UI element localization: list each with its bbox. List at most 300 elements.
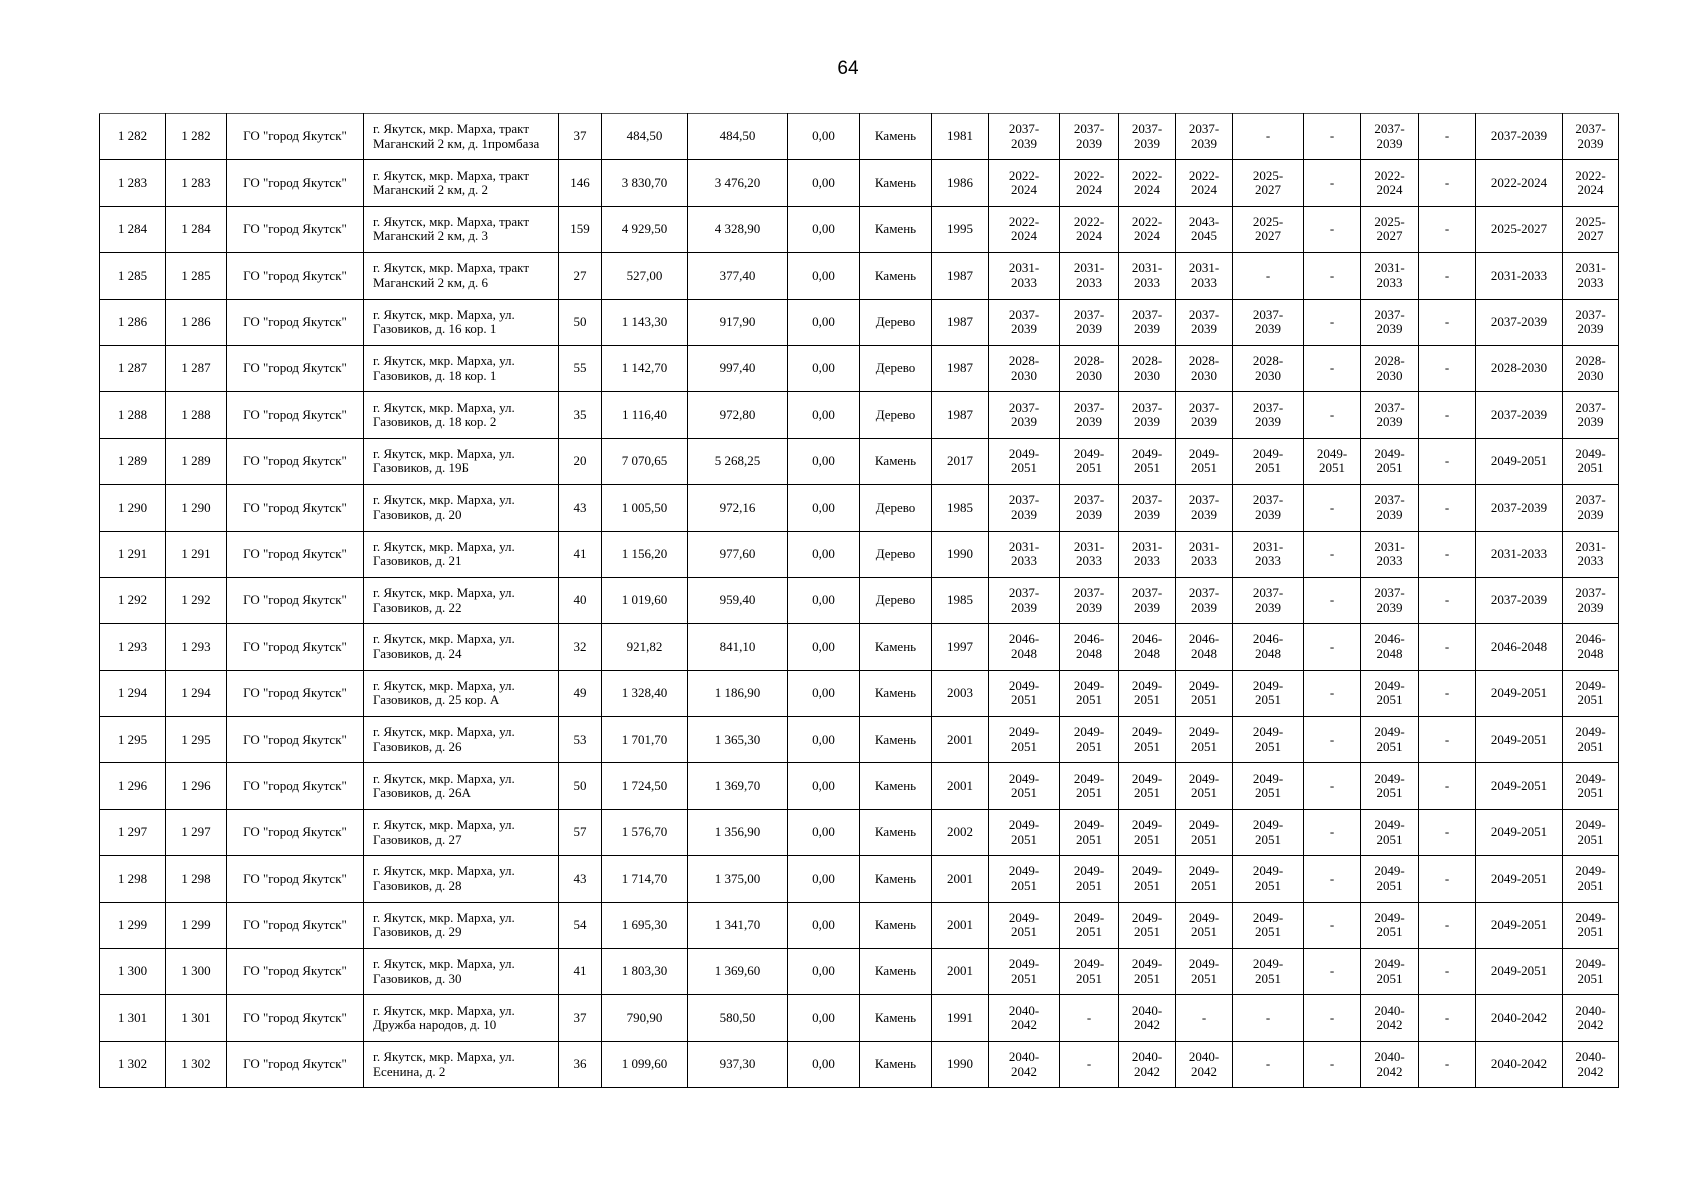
period-9-cell: 2037-2039 <box>1476 392 1563 438</box>
period-1-cell: 2049- 2051 <box>989 902 1060 948</box>
period-7-cell: 2049- 2051 <box>1361 717 1419 763</box>
registry-number-cell: 1 283 <box>166 160 227 206</box>
wall-material-cell: Камень <box>860 438 932 484</box>
municipality-cell: ГО "город Якутск" <box>227 392 364 438</box>
year-built-cell: 2001 <box>932 856 989 902</box>
housing-repair-schedule-table <box>99 113 1619 1088</box>
period-2-cell: 2037- 2039 <box>1060 114 1119 160</box>
wall-material-cell: Камень <box>860 114 932 160</box>
residential-area-cell: 1 369,60 <box>688 949 788 995</box>
period-5-cell: 2049- 2051 <box>1233 763 1304 809</box>
table-row <box>100 902 1619 948</box>
period-7-cell: 2049- 2051 <box>1361 902 1419 948</box>
residential-area-cell: 997,40 <box>688 345 788 391</box>
period-9-cell: 2046-2048 <box>1476 624 1563 670</box>
total-area-cell: 1 724,50 <box>602 763 688 809</box>
period-3-cell: 2031- 2033 <box>1119 253 1176 299</box>
period-2-cell: 2028- 2030 <box>1060 345 1119 391</box>
period-4-cell: 2022- 2024 <box>1176 160 1233 206</box>
period-5-cell: - <box>1233 253 1304 299</box>
registry-number-cell: 1 284 <box>166 206 227 252</box>
total-area-cell: 1 156,20 <box>602 531 688 577</box>
period-6-cell: - <box>1304 345 1361 391</box>
period-6-cell: - <box>1304 531 1361 577</box>
period-10-cell: 2040- 2042 <box>1563 995 1619 1041</box>
wall-material-cell: Дерево <box>860 392 932 438</box>
period-7-cell: 2022- 2024 <box>1361 160 1419 206</box>
residents-cell: 35 <box>559 392 602 438</box>
period-6-cell: - <box>1304 577 1361 623</box>
period-9-cell: 2049-2051 <box>1476 856 1563 902</box>
residential-area-cell: 1 369,70 <box>688 763 788 809</box>
period-10-cell: 2049- 2051 <box>1563 809 1619 855</box>
period-6-cell: - <box>1304 809 1361 855</box>
period-4-cell: 2049- 2051 <box>1176 438 1233 484</box>
residents-cell: 41 <box>559 531 602 577</box>
address-cell: г. Якутск, мкр. Марха, ул. Газовиков, д. 26А <box>364 763 559 809</box>
period-6-cell: - <box>1304 995 1361 1041</box>
period-4-cell: 2049- 2051 <box>1176 763 1233 809</box>
municipality-cell: ГО "город Якутск" <box>227 531 364 577</box>
municipality-cell: ГО "город Якутск" <box>227 253 364 299</box>
wall-material-cell: Камень <box>860 624 932 670</box>
period-1-cell: 2049- 2051 <box>989 717 1060 763</box>
period-3-cell: 2049- 2051 <box>1119 717 1176 763</box>
period-8-cell: - <box>1419 995 1476 1041</box>
period-8-cell: - <box>1419 114 1476 160</box>
period-3-cell: 2037- 2039 <box>1119 299 1176 345</box>
nonresidential-area-cell: 0,00 <box>788 206 860 252</box>
period-6-cell: - <box>1304 763 1361 809</box>
period-7-cell: 2037- 2039 <box>1361 577 1419 623</box>
period-1-cell: 2049- 2051 <box>989 670 1060 716</box>
period-2-cell: 2049- 2051 <box>1060 902 1119 948</box>
period-2-cell: 2049- 2051 <box>1060 856 1119 902</box>
residential-area-cell: 3 476,20 <box>688 160 788 206</box>
period-5-cell: 2049- 2051 <box>1233 949 1304 995</box>
period-2-cell: 2022- 2024 <box>1060 206 1119 252</box>
period-4-cell: - <box>1176 995 1233 1041</box>
period-10-cell: 2037- 2039 <box>1563 485 1619 531</box>
period-4-cell: 2049- 2051 <box>1176 717 1233 763</box>
period-6-cell: - <box>1304 856 1361 902</box>
year-built-cell: 1990 <box>932 1041 989 1087</box>
address-cell: г. Якутск, мкр. Марха, тракт Маганский 2 км, д. 1промбаза <box>364 114 559 160</box>
period-7-cell: 2031- 2033 <box>1361 253 1419 299</box>
municipality-cell: ГО "город Якутск" <box>227 577 364 623</box>
period-10-cell: 2049- 2051 <box>1563 670 1619 716</box>
period-2-cell: 2037- 2039 <box>1060 392 1119 438</box>
period-9-cell: 2037-2039 <box>1476 485 1563 531</box>
row-number-cell: 1 283 <box>100 160 166 206</box>
registry-number-cell: 1 289 <box>166 438 227 484</box>
municipality-cell: ГО "город Якутск" <box>227 438 364 484</box>
year-built-cell: 2001 <box>932 949 989 995</box>
registry-number-cell: 1 288 <box>166 392 227 438</box>
residential-area-cell: 484,50 <box>688 114 788 160</box>
period-7-cell: 2037- 2039 <box>1361 114 1419 160</box>
registry-number-cell: 1 294 <box>166 670 227 716</box>
period-10-cell: 2049- 2051 <box>1563 763 1619 809</box>
municipality-cell: ГО "город Якутск" <box>227 856 364 902</box>
period-10-cell: 2049- 2051 <box>1563 949 1619 995</box>
address-cell: г. Якутск, мкр. Марха, ул. Газовиков, д. 24 <box>364 624 559 670</box>
address-cell: г. Якутск, мкр. Марха, ул. Газовиков, д. 19Б <box>364 438 559 484</box>
year-built-cell: 1981 <box>932 114 989 160</box>
period-8-cell: - <box>1419 763 1476 809</box>
address-cell: г. Якутск, мкр. Марха, ул. Газовиков, д. 21 <box>364 531 559 577</box>
period-6-cell: - <box>1304 717 1361 763</box>
row-number-cell: 1 282 <box>100 114 166 160</box>
address-cell: г. Якутск, мкр. Марха, тракт Маганский 2 км, д. 6 <box>364 253 559 299</box>
municipality-cell: ГО "город Якутск" <box>227 206 364 252</box>
period-10-cell: 2028- 2030 <box>1563 345 1619 391</box>
table-row <box>100 299 1619 345</box>
row-number-cell: 1 293 <box>100 624 166 670</box>
period-5-cell: - <box>1233 995 1304 1041</box>
wall-material-cell: Камень <box>860 670 932 716</box>
period-9-cell: 2037-2039 <box>1476 114 1563 160</box>
period-4-cell: 2031- 2033 <box>1176 253 1233 299</box>
period-1-cell: 2037- 2039 <box>989 299 1060 345</box>
municipality-cell: ГО "город Якутск" <box>227 485 364 531</box>
period-2-cell: 2031- 2033 <box>1060 253 1119 299</box>
period-2-cell: 2049- 2051 <box>1060 809 1119 855</box>
period-10-cell: 2025- 2027 <box>1563 206 1619 252</box>
residential-area-cell: 1 375,00 <box>688 856 788 902</box>
period-9-cell: 2031-2033 <box>1476 531 1563 577</box>
total-area-cell: 1 005,50 <box>602 485 688 531</box>
total-area-cell: 1 803,30 <box>602 949 688 995</box>
address-cell: г. Якутск, мкр. Марха, ул. Газовиков, д. 16 кор. 1 <box>364 299 559 345</box>
row-number-cell: 1 297 <box>100 809 166 855</box>
period-8-cell: - <box>1419 345 1476 391</box>
residential-area-cell: 377,40 <box>688 253 788 299</box>
period-7-cell: 2037- 2039 <box>1361 485 1419 531</box>
row-number-cell: 1 284 <box>100 206 166 252</box>
residents-cell: 20 <box>559 438 602 484</box>
address-cell: г. Якутск, мкр. Марха, ул. Газовиков, д. 26 <box>364 717 559 763</box>
period-7-cell: 2040- 2042 <box>1361 995 1419 1041</box>
year-built-cell: 1987 <box>932 345 989 391</box>
period-4-cell: 2046- 2048 <box>1176 624 1233 670</box>
period-8-cell: - <box>1419 299 1476 345</box>
municipality-cell: ГО "город Якутск" <box>227 160 364 206</box>
period-8-cell: - <box>1419 485 1476 531</box>
period-1-cell: 2046- 2048 <box>989 624 1060 670</box>
registry-number-cell: 1 293 <box>166 624 227 670</box>
period-2-cell: - <box>1060 1041 1119 1087</box>
year-built-cell: 2001 <box>932 763 989 809</box>
period-1-cell: 2022- 2024 <box>989 160 1060 206</box>
period-10-cell: 2049- 2051 <box>1563 902 1619 948</box>
address-cell: г. Якутск, мкр. Марха, ул. Газовиков, д. 18 кор. 2 <box>364 392 559 438</box>
period-8-cell: - <box>1419 253 1476 299</box>
registry-number-cell: 1 296 <box>166 763 227 809</box>
period-1-cell: 2028- 2030 <box>989 345 1060 391</box>
period-8-cell: - <box>1419 531 1476 577</box>
period-10-cell: 2037- 2039 <box>1563 299 1619 345</box>
table-row <box>100 1041 1619 1087</box>
total-area-cell: 1 695,30 <box>602 902 688 948</box>
registry-number-cell: 1 302 <box>166 1041 227 1087</box>
residential-area-cell: 1 341,70 <box>688 902 788 948</box>
table-row <box>100 438 1619 484</box>
table-row <box>100 763 1619 809</box>
residents-cell: 37 <box>559 114 602 160</box>
period-10-cell: 2049- 2051 <box>1563 717 1619 763</box>
period-3-cell: 2049- 2051 <box>1119 902 1176 948</box>
period-2-cell: 2037- 2039 <box>1060 485 1119 531</box>
period-5-cell: 2025- 2027 <box>1233 160 1304 206</box>
residents-cell: 43 <box>559 856 602 902</box>
municipality-cell: ГО "город Якутск" <box>227 1041 364 1087</box>
row-number-cell: 1 298 <box>100 856 166 902</box>
residents-cell: 27 <box>559 253 602 299</box>
period-7-cell: 2049- 2051 <box>1361 949 1419 995</box>
nonresidential-area-cell: 0,00 <box>788 577 860 623</box>
registry-number-cell: 1 298 <box>166 856 227 902</box>
period-10-cell: 2040- 2042 <box>1563 1041 1619 1087</box>
period-9-cell: 2049-2051 <box>1476 670 1563 716</box>
registry-number-cell: 1 287 <box>166 345 227 391</box>
period-3-cell: 2037- 2039 <box>1119 392 1176 438</box>
total-area-cell: 921,82 <box>602 624 688 670</box>
period-7-cell: 2046- 2048 <box>1361 624 1419 670</box>
period-4-cell: 2049- 2051 <box>1176 856 1233 902</box>
period-3-cell: 2046- 2048 <box>1119 624 1176 670</box>
wall-material-cell: Камень <box>860 160 932 206</box>
address-cell: г. Якутск, мкр. Марха, ул. Газовиков, д. 29 <box>364 902 559 948</box>
row-number-cell: 1 288 <box>100 392 166 438</box>
period-10-cell: 2037- 2039 <box>1563 577 1619 623</box>
registry-number-cell: 1 300 <box>166 949 227 995</box>
table-row <box>100 253 1619 299</box>
nonresidential-area-cell: 0,00 <box>788 670 860 716</box>
period-4-cell: 2049- 2051 <box>1176 809 1233 855</box>
municipality-cell: ГО "город Якутск" <box>227 949 364 995</box>
period-4-cell: 2049- 2051 <box>1176 949 1233 995</box>
address-cell: г. Якутск, мкр. Марха, ул. Газовиков, д. 22 <box>364 577 559 623</box>
wall-material-cell: Дерево <box>860 345 932 391</box>
residential-area-cell: 972,16 <box>688 485 788 531</box>
period-9-cell: 2022-2024 <box>1476 160 1563 206</box>
nonresidential-area-cell: 0,00 <box>788 485 860 531</box>
period-8-cell: - <box>1419 809 1476 855</box>
residents-cell: 55 <box>559 345 602 391</box>
total-area-cell: 1 576,70 <box>602 809 688 855</box>
period-3-cell: 2049- 2051 <box>1119 949 1176 995</box>
period-6-cell: - <box>1304 206 1361 252</box>
residents-cell: 53 <box>559 717 602 763</box>
residential-area-cell: 4 328,90 <box>688 206 788 252</box>
wall-material-cell: Камень <box>860 1041 932 1087</box>
residential-area-cell: 841,10 <box>688 624 788 670</box>
period-7-cell: 2049- 2051 <box>1361 809 1419 855</box>
year-built-cell: 1997 <box>932 624 989 670</box>
table-row <box>100 206 1619 252</box>
row-number-cell: 1 295 <box>100 717 166 763</box>
residents-cell: 43 <box>559 485 602 531</box>
period-2-cell: 2046- 2048 <box>1060 624 1119 670</box>
period-4-cell: 2037- 2039 <box>1176 577 1233 623</box>
period-9-cell: 2049-2051 <box>1476 902 1563 948</box>
period-2-cell: 2031- 2033 <box>1060 531 1119 577</box>
residential-area-cell: 1 365,30 <box>688 717 788 763</box>
nonresidential-area-cell: 0,00 <box>788 995 860 1041</box>
residential-area-cell: 580,50 <box>688 995 788 1041</box>
period-7-cell: 2040- 2042 <box>1361 1041 1419 1087</box>
period-7-cell: 2031- 2033 <box>1361 531 1419 577</box>
period-3-cell: 2022- 2024 <box>1119 160 1176 206</box>
residents-cell: 37 <box>559 995 602 1041</box>
wall-material-cell: Камень <box>860 995 932 1041</box>
period-6-cell: - <box>1304 299 1361 345</box>
period-5-cell: 2049- 2051 <box>1233 670 1304 716</box>
table-row <box>100 531 1619 577</box>
residents-cell: 50 <box>559 299 602 345</box>
municipality-cell: ГО "город Якутск" <box>227 299 364 345</box>
table-row <box>100 392 1619 438</box>
period-2-cell: - <box>1060 995 1119 1041</box>
municipality-cell: ГО "город Якутск" <box>227 995 364 1041</box>
period-2-cell: 2049- 2051 <box>1060 717 1119 763</box>
period-5-cell: - <box>1233 1041 1304 1087</box>
table-row <box>100 624 1619 670</box>
nonresidential-area-cell: 0,00 <box>788 531 860 577</box>
period-10-cell: 2031- 2033 <box>1563 253 1619 299</box>
address-cell: г. Якутск, мкр. Марха, ул. Газовиков, д. 30 <box>364 949 559 995</box>
wall-material-cell: Дерево <box>860 299 932 345</box>
wall-material-cell: Камень <box>860 717 932 763</box>
period-9-cell: 2031-2033 <box>1476 253 1563 299</box>
residents-cell: 146 <box>559 160 602 206</box>
period-5-cell: 2028- 2030 <box>1233 345 1304 391</box>
total-area-cell: 1 701,70 <box>602 717 688 763</box>
period-5-cell: 2049- 2051 <box>1233 809 1304 855</box>
row-number-cell: 1 286 <box>100 299 166 345</box>
period-9-cell: 2028-2030 <box>1476 345 1563 391</box>
period-6-cell: - <box>1304 949 1361 995</box>
period-2-cell: 2049- 2051 <box>1060 763 1119 809</box>
total-area-cell: 1 019,60 <box>602 577 688 623</box>
period-9-cell: 2049-2051 <box>1476 717 1563 763</box>
row-number-cell: 1 289 <box>100 438 166 484</box>
total-area-cell: 484,50 <box>602 114 688 160</box>
period-10-cell: 2037- 2039 <box>1563 392 1619 438</box>
period-3-cell: 2040- 2042 <box>1119 995 1176 1041</box>
period-3-cell: 2040- 2042 <box>1119 1041 1176 1087</box>
residents-cell: 36 <box>559 1041 602 1087</box>
total-area-cell: 1 714,70 <box>602 856 688 902</box>
address-cell: г. Якутск, мкр. Марха, ул. Дружба народов, д. 10 <box>364 995 559 1041</box>
residential-area-cell: 917,90 <box>688 299 788 345</box>
period-1-cell: 2031- 2033 <box>989 531 1060 577</box>
period-6-cell: - <box>1304 1041 1361 1087</box>
nonresidential-area-cell: 0,00 <box>788 438 860 484</box>
period-9-cell: 2040-2042 <box>1476 1041 1563 1087</box>
row-number-cell: 1 290 <box>100 485 166 531</box>
row-number-cell: 1 296 <box>100 763 166 809</box>
period-8-cell: - <box>1419 717 1476 763</box>
table-row <box>100 809 1619 855</box>
period-6-cell: - <box>1304 485 1361 531</box>
registry-number-cell: 1 297 <box>166 809 227 855</box>
address-cell: г. Якутск, мкр. Марха, ул. Газовиков, д. 20 <box>364 485 559 531</box>
total-area-cell: 7 070,65 <box>602 438 688 484</box>
period-6-cell: - <box>1304 392 1361 438</box>
total-area-cell: 1 116,40 <box>602 392 688 438</box>
period-1-cell: 2037- 2039 <box>989 392 1060 438</box>
residents-cell: 41 <box>559 949 602 995</box>
period-1-cell: 2040- 2042 <box>989 995 1060 1041</box>
total-area-cell: 1 099,60 <box>602 1041 688 1087</box>
period-4-cell: 2049- 2051 <box>1176 902 1233 948</box>
period-9-cell: 2025-2027 <box>1476 206 1563 252</box>
period-5-cell: 2031- 2033 <box>1233 531 1304 577</box>
period-9-cell: 2037-2039 <box>1476 299 1563 345</box>
period-3-cell: 2031- 2033 <box>1119 531 1176 577</box>
wall-material-cell: Дерево <box>860 531 932 577</box>
year-built-cell: 1991 <box>932 995 989 1041</box>
period-7-cell: 2028- 2030 <box>1361 345 1419 391</box>
nonresidential-area-cell: 0,00 <box>788 624 860 670</box>
period-8-cell: - <box>1419 670 1476 716</box>
period-3-cell: 2049- 2051 <box>1119 856 1176 902</box>
year-built-cell: 1985 <box>932 485 989 531</box>
period-5-cell: 2046- 2048 <box>1233 624 1304 670</box>
period-6-cell: - <box>1304 160 1361 206</box>
registry-number-cell: 1 285 <box>166 253 227 299</box>
period-4-cell: 2043- 2045 <box>1176 206 1233 252</box>
total-area-cell: 790,90 <box>602 995 688 1041</box>
period-8-cell: - <box>1419 206 1476 252</box>
period-3-cell: 2028- 2030 <box>1119 345 1176 391</box>
year-built-cell: 1985 <box>932 577 989 623</box>
nonresidential-area-cell: 0,00 <box>788 345 860 391</box>
residential-area-cell: 1 356,90 <box>688 809 788 855</box>
period-10-cell: 2031- 2033 <box>1563 531 1619 577</box>
row-number-cell: 1 294 <box>100 670 166 716</box>
total-area-cell: 527,00 <box>602 253 688 299</box>
residential-area-cell: 937,30 <box>688 1041 788 1087</box>
municipality-cell: ГО "город Якутск" <box>227 902 364 948</box>
period-6-cell: 2049- 2051 <box>1304 438 1361 484</box>
total-area-cell: 1 328,40 <box>602 670 688 716</box>
nonresidential-area-cell: 0,00 <box>788 856 860 902</box>
period-5-cell: 2049- 2051 <box>1233 902 1304 948</box>
year-built-cell: 2017 <box>932 438 989 484</box>
period-3-cell: 2049- 2051 <box>1119 670 1176 716</box>
period-7-cell: 2025- 2027 <box>1361 206 1419 252</box>
row-number-cell: 1 291 <box>100 531 166 577</box>
year-built-cell: 1986 <box>932 160 989 206</box>
year-built-cell: 2001 <box>932 717 989 763</box>
registry-number-cell: 1 286 <box>166 299 227 345</box>
period-8-cell: - <box>1419 856 1476 902</box>
period-4-cell: 2037- 2039 <box>1176 392 1233 438</box>
row-number-cell: 1 302 <box>100 1041 166 1087</box>
registry-number-cell: 1 290 <box>166 485 227 531</box>
total-area-cell: 4 929,50 <box>602 206 688 252</box>
nonresidential-area-cell: 0,00 <box>788 160 860 206</box>
period-5-cell: 2049- 2051 <box>1233 856 1304 902</box>
period-3-cell: 2037- 2039 <box>1119 114 1176 160</box>
period-5-cell: 2037- 2039 <box>1233 485 1304 531</box>
total-area-cell: 1 142,70 <box>602 345 688 391</box>
period-9-cell: 2037-2039 <box>1476 577 1563 623</box>
wall-material-cell: Камень <box>860 949 932 995</box>
